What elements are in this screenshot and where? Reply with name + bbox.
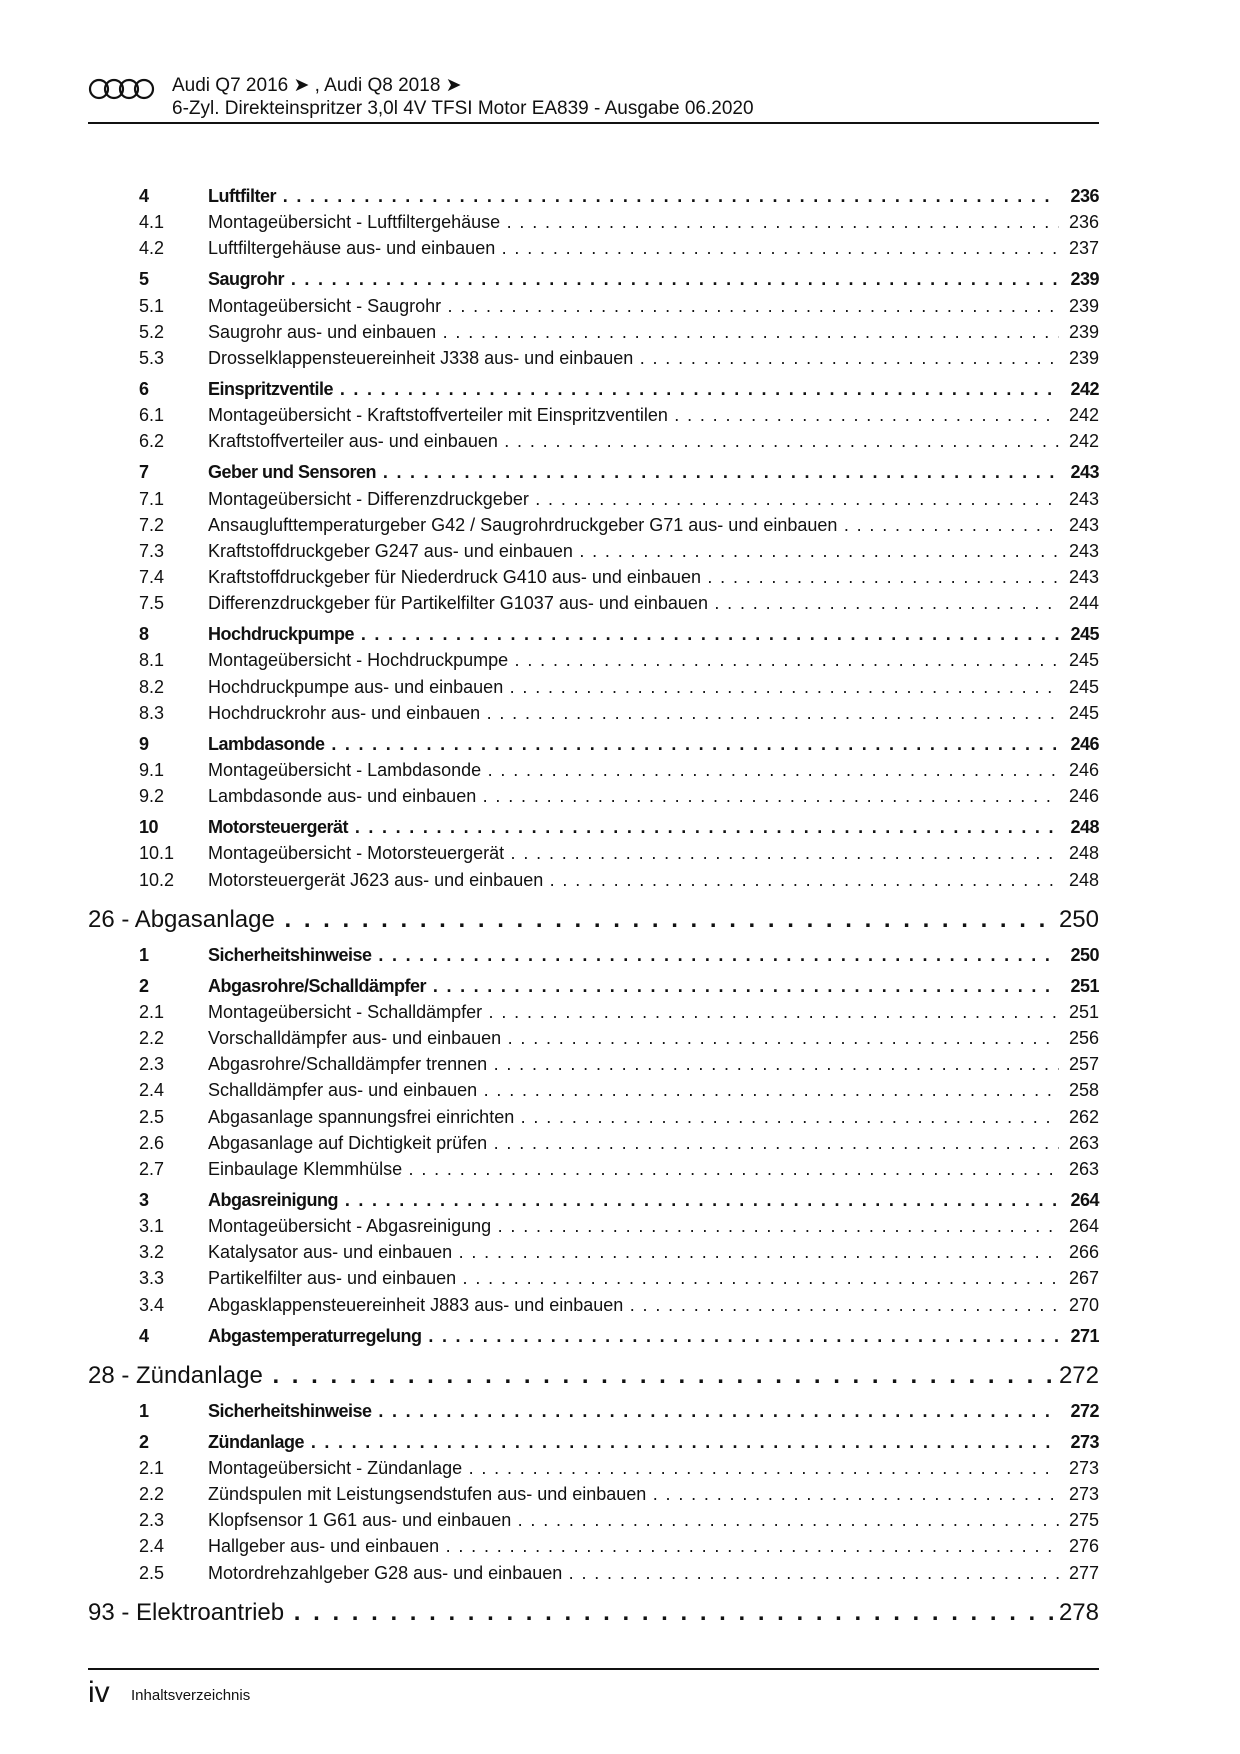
toc-entry-title: Saugrohr . . . [208,269,1059,290]
toc-entry-title: Montageübersicht - Luftfiltergehäuse . . . [208,212,1059,233]
toc-subsection-row[interactable] [88,237,1099,263]
toc-entry-title: Hochdruckrohr aus- und einbauen . . . [208,703,1059,724]
toc-entry-title: Kraftstoffverteiler aus- und einbauen . . . [208,431,1059,452]
toc-entry-title: Differenzdruckgeber für Partikelfilter G1037 aus- und einbauen . . . [208,593,1059,614]
toc-entry-number: 3.1 [139,1216,165,1237]
footer-divider [88,1668,1099,1670]
toc-entry-title: Einspritzventile . . . [208,379,1059,400]
toc-subsection-row[interactable] [88,1079,1099,1105]
toc-entry-number: 2 [139,975,149,996]
toc-page-number: 262 [1068,1106,1099,1127]
toc-section-row[interactable] [88,1426,1099,1457]
toc-entry-number: 3 [139,1189,149,1210]
toc-subsection-row[interactable] [88,1457,1099,1483]
toc-page-number: 277 [1068,1562,1099,1583]
toc-entry-title: Einbaulage Klemmhülse . . . [208,1159,1059,1180]
toc-page-number: 257 [1068,1054,1099,1075]
toc-subsection-row[interactable] [88,321,1099,347]
toc-page-number: 258 [1068,1080,1099,1101]
toc-subsection-row[interactable] [88,1483,1099,1509]
toc-entry-number: 8.1 [139,650,165,671]
toc-entry-number: 5.3 [139,347,165,368]
toc-entry-title: Motorsteuergerät . . . [208,817,1059,838]
toc-page-number: 243 [1068,488,1099,509]
toc-chapter-title: 26 - Abgasanlage . . . [88,906,1053,934]
toc-entry-number: 8.2 [139,676,165,697]
toc-subsection-row[interactable] [88,540,1099,566]
toc-subsection-row[interactable] [88,404,1099,430]
toc-section-row[interactable] [88,1320,1099,1351]
toc-entry-title: Montageübersicht - Schalldämpfer . . . [208,1002,1059,1023]
toc-entry-title: Montageübersicht - Lambdasonde . . . [208,760,1059,781]
toc-subsection-row[interactable] [88,487,1099,513]
toc-subsection-row[interactable] [88,1561,1099,1587]
toc-subsection-row[interactable] [88,1158,1099,1184]
toc-entry-title: Schalldämpfer aus- und einbauen . . . [208,1080,1059,1101]
header-divider [88,122,1099,124]
toc-page-number: 239 [1068,347,1099,368]
toc-page-number: 276 [1068,1536,1099,1557]
toc-page-number: 273 [1070,1431,1099,1452]
toc-page-number: 243 [1068,567,1099,588]
toc-entry-number: 3.2 [139,1242,165,1263]
toc-entry-title: Montageübersicht - Kraftstoffverteiler mit Einspritzventilen . . . [208,405,1059,426]
toc-page-number: 244 [1068,593,1099,614]
toc-entry-number: 2.2 [139,1484,165,1504]
toc-subsection-row[interactable] [88,1001,1099,1027]
toc-subsection-row[interactable] [88,785,1099,811]
toc-entry-number: 2.7 [139,1158,165,1179]
toc-section-row[interactable] [88,811,1099,842]
toc-entry-number: 6.2 [139,431,165,452]
toc-entry-title: Luftfilter . . . [208,186,1059,207]
toc-subsection-row[interactable] [88,294,1099,320]
toc-entry-number: 2.2 [139,1027,165,1048]
toc-entry-number: 2.4 [139,1080,165,1101]
toc-subsection-row[interactable] [88,1132,1099,1158]
toc-page-number: 246 [1070,733,1099,754]
toc-entry-number: 2.3 [139,1510,165,1531]
toc-section-row[interactable] [88,456,1099,487]
toc-entry-title: Luftfiltergehäuse aus- und einbauen . . . [208,238,1059,259]
toc-section-row[interactable] [88,263,1099,294]
toc-page-number: 267 [1068,1268,1099,1289]
toc-subsection-row[interactable] [88,675,1099,701]
toc-page-number: 242 [1068,431,1099,452]
toc-subsection-row[interactable] [88,211,1099,237]
toc-entry-title: Sicherheitshinweise . . . [208,1401,1059,1422]
toc-subsection-row[interactable] [88,1535,1099,1561]
toc-entry-title: Zündspulen mit Leistungsendstufen aus- und einbauen . . . [208,1484,1059,1505]
toc-entry-title: Vorschalldämpfer aus- und einbauen . . . [208,1028,1059,1049]
toc-page-number: 239 [1070,269,1099,290]
toc-subsection-row[interactable] [88,514,1099,540]
toc-page-number: 248 [1068,843,1099,864]
header-engine-edition: 6-Zyl. Direkteinspritzer 3,0l 4V TFSI Motor EA839 - Ausgabe 06.2020 [172,98,754,119]
toc-entry-number: 9 [139,733,149,754]
toc-entry-number: 6.1 [139,405,165,426]
toc-page-number: 256 [1068,1027,1099,1048]
toc-entry-title: Abgasanlage auf Dichtigkeit prüfen . . . [208,1133,1059,1154]
toc-subsection-row[interactable] [88,1105,1099,1131]
toc-entry-title: Klopfsensor 1 G61 aus- und einbauen . . . [208,1510,1059,1531]
toc-chapter-row[interactable] [88,1588,1099,1632]
toc-entry-title: Katalysator aus- und einbauen . . . [208,1242,1059,1263]
toc-entry-number: 8.3 [139,702,165,723]
toc-entry-title: Sicherheitshinweise . . . [208,945,1059,966]
toc-subsection-row[interactable] [88,759,1099,785]
audi-rings-logo [88,78,156,100]
toc-subsection-row[interactable] [88,1215,1099,1241]
toc-page-number: 272 [1070,1400,1099,1421]
toc-subsection-row[interactable] [88,842,1099,868]
toc-entry-number: 4.2 [139,238,165,259]
toc-subsection-row[interactable] [88,1027,1099,1053]
toc-page-number: 245 [1070,624,1099,645]
toc-page-number: 264 [1070,1189,1099,1210]
toc-entry-title: Abgasrohre/Schalldämpfer trennen . . . [208,1054,1059,1075]
toc-page-number: 243 [1068,540,1099,561]
toc-entry-number: 7.3 [139,540,165,561]
toc-entry-title: Abgastemperaturregelung . . . [208,1326,1059,1347]
toc-page-number: 266 [1068,1242,1099,1263]
toc-subsection-row[interactable] [88,1267,1099,1293]
toc-page-number: 248 [1070,817,1099,838]
toc-page-number: 272 [1058,1361,1099,1389]
toc-section-row[interactable] [88,1395,1099,1426]
toc-entry-title: Abgasreinigung . . . [208,1190,1059,1211]
toc-entry-title: Montageübersicht - Differenzdruckgeber . . . [208,489,1059,510]
toc-subsection-row[interactable] [88,1241,1099,1267]
toc-entry-number: 7.4 [139,567,165,588]
toc-entry-number: 8 [139,624,149,645]
toc-entry-title: Hochdruckpumpe . . . [208,624,1059,645]
toc-entry-title: Montageübersicht - Zündanlage . . . [208,1458,1059,1479]
toc-page-number: 246 [1068,786,1099,807]
toc-subsection-row[interactable] [88,1293,1099,1319]
toc-entry-number: 6 [139,378,149,399]
toc-page-number: 239 [1068,321,1099,342]
toc-page-number: 237 [1068,238,1099,259]
toc-entry-title: Montageübersicht - Motorsteuergerät . . . [208,843,1059,864]
toc-entry-title: Kraftstoffdruckgeber für Niederdruck G410 aus- und einbauen . . . [208,567,1059,588]
toc-page-number: 239 [1068,295,1099,316]
toc-page-number: 251 [1070,975,1099,996]
toc-entry-number: 10.1 [139,843,175,864]
toc-entry-title: Lambdasonde aus- und einbauen . . . [208,786,1059,807]
toc-page-number: 278 [1058,1598,1099,1626]
toc-entry-number: 1 [139,1400,149,1421]
toc-page-number: 275 [1068,1510,1099,1531]
toc-section-row[interactable] [88,373,1099,404]
toc-page-number: 250 [1070,944,1099,965]
toc-page-number: 245 [1068,702,1099,723]
toc-entry-number: 4 [139,186,149,206]
toc-entry-title: Motorsteuergerät J623 aus- und einbauen . . . [208,870,1059,891]
footer-label: Inhaltsverzeichnis [131,1687,251,1704]
toc-entry-number: 4 [139,1325,149,1346]
toc-page-number: 242 [1068,405,1099,426]
toc-entry-title: Hallgeber aus- und einbauen . . . [208,1536,1059,1557]
toc-subsection-row[interactable] [88,1053,1099,1079]
toc-entry-title: Motordrehzahlgeber G28 aus- und einbauen . . . [208,1563,1059,1584]
toc-chapter-row[interactable] [88,1351,1099,1395]
toc-entry-title: Zündanlage . . . [208,1432,1059,1453]
toc-subsection-row[interactable] [88,649,1099,675]
toc-subsection-row[interactable] [88,347,1099,373]
toc-entry-number: 4.1 [139,212,165,233]
toc-page-number: 263 [1068,1158,1099,1179]
toc-section-row[interactable] [88,180,1099,211]
toc-section-row[interactable] [88,970,1099,1001]
toc-entry-title: Abgasklappensteuereinheit J883 aus- und einbauen . . . [208,1295,1059,1316]
toc-entry-number: 1 [139,944,149,965]
toc-page-number: 245 [1068,650,1099,671]
toc-chapter-title: 93 - Elektroantrieb . . . [88,1599,1053,1627]
toc-entry-number: 2.6 [139,1132,165,1153]
toc-entry-number: 7.2 [139,514,165,535]
toc-entry-title: Lambdasonde . . . [208,734,1059,755]
table-of-contents [88,180,1099,1632]
toc-page-number: 273 [1068,1457,1099,1478]
toc-page-number: 245 [1068,676,1099,697]
toc-entry-number: 7 [139,462,149,483]
toc-page-number: 273 [1068,1484,1099,1504]
toc-entry-title: Ansauglufttemperaturgeber G42 / Saugrohrdruckgeber G71 aus- und einbauen . . . [208,515,1059,536]
toc-entry-number: 5 [139,269,149,290]
toc-section-row[interactable] [88,1184,1099,1215]
toc-entry-number: 5.1 [139,295,165,316]
toc-subsection-row[interactable] [88,566,1099,592]
toc-entry-title: Drosselklappensteuereinheit J338 aus- und einbauen . . . [208,348,1059,369]
toc-entry-number: 9.1 [139,760,165,780]
toc-chapter-row[interactable] [88,895,1099,939]
toc-entry-title: Montageübersicht - Saugrohr . . . [208,296,1059,317]
toc-entry-number: 2.5 [139,1106,165,1127]
toc-subsection-row[interactable] [88,592,1099,618]
toc-page-number: 248 [1068,869,1099,890]
toc-entry-title: Abgasrohre/Schalldämpfer . . . [208,976,1059,997]
toc-entry-number: 2.4 [139,1536,165,1557]
toc-subsection-row[interactable] [88,702,1099,728]
toc-entry-title: Montageübersicht - Hochdruckpumpe . . . [208,650,1059,671]
footer-page-number: iv [88,1676,110,1709]
toc-section-row[interactable] [88,939,1099,970]
toc-entry-number: 2.3 [139,1054,165,1075]
toc-entry-title: Hochdruckpumpe aus- und einbauen . . . [208,677,1059,698]
toc-page-number: 242 [1070,378,1099,399]
toc-page-number: 251 [1068,1001,1099,1022]
toc-page-number: 236 [1068,212,1099,233]
toc-page-number: 270 [1068,1294,1099,1315]
toc-entry-number: 9.2 [139,786,165,807]
toc-entry-title: Saugrohr aus- und einbauen . . . [208,322,1059,343]
toc-entry-number: 7.5 [139,593,165,614]
toc-page-number: 271 [1070,1325,1099,1346]
toc-page-number: 263 [1068,1132,1099,1153]
toc-subsection-row[interactable] [88,868,1099,894]
toc-entry-number: 2.1 [139,1457,165,1478]
toc-entry-number: 5.2 [139,321,165,342]
toc-entry-number: 2.1 [139,1001,165,1022]
toc-entry-title: Partikelfilter aus- und einbauen . . . [208,1268,1059,1289]
toc-page-number: 243 [1070,462,1099,483]
toc-chapter-title: 28 - Zündanlage . . . [88,1362,1053,1390]
toc-entry-title: Abgasanlage spannungsfrei einrichten . . . [208,1107,1059,1128]
toc-entry-number: 10 [139,817,159,838]
toc-entry-number: 2 [139,1431,149,1452]
toc-entry-number: 3.3 [139,1268,165,1289]
toc-entry-title: Geber und Sensoren . . . [208,462,1059,483]
toc-page-number: 243 [1068,514,1099,535]
toc-entry-title: Montageübersicht - Abgasreinigung . . . [208,1216,1059,1237]
toc-page-number: 246 [1068,760,1099,780]
toc-page-number: 264 [1068,1216,1099,1237]
header-vehicle-models: Audi Q7 2016 ➤ , Audi Q8 2018 ➤ [172,75,462,96]
toc-entry-title: Kraftstoffdruckgeber G247 aus- und einbauen . . . [208,541,1059,562]
toc-section-row[interactable] [88,728,1099,759]
toc-entry-number: 2.5 [139,1562,165,1583]
toc-subsection-row[interactable] [88,1509,1099,1535]
toc-entry-number: 7.1 [139,488,165,509]
toc-page-number: 250 [1058,905,1099,933]
toc-page-number: 236 [1070,186,1099,206]
toc-entry-number: 3.4 [139,1294,165,1315]
toc-entry-number: 10.2 [139,869,175,890]
toc-section-row[interactable] [88,618,1099,649]
toc-subsection-row[interactable] [88,430,1099,456]
